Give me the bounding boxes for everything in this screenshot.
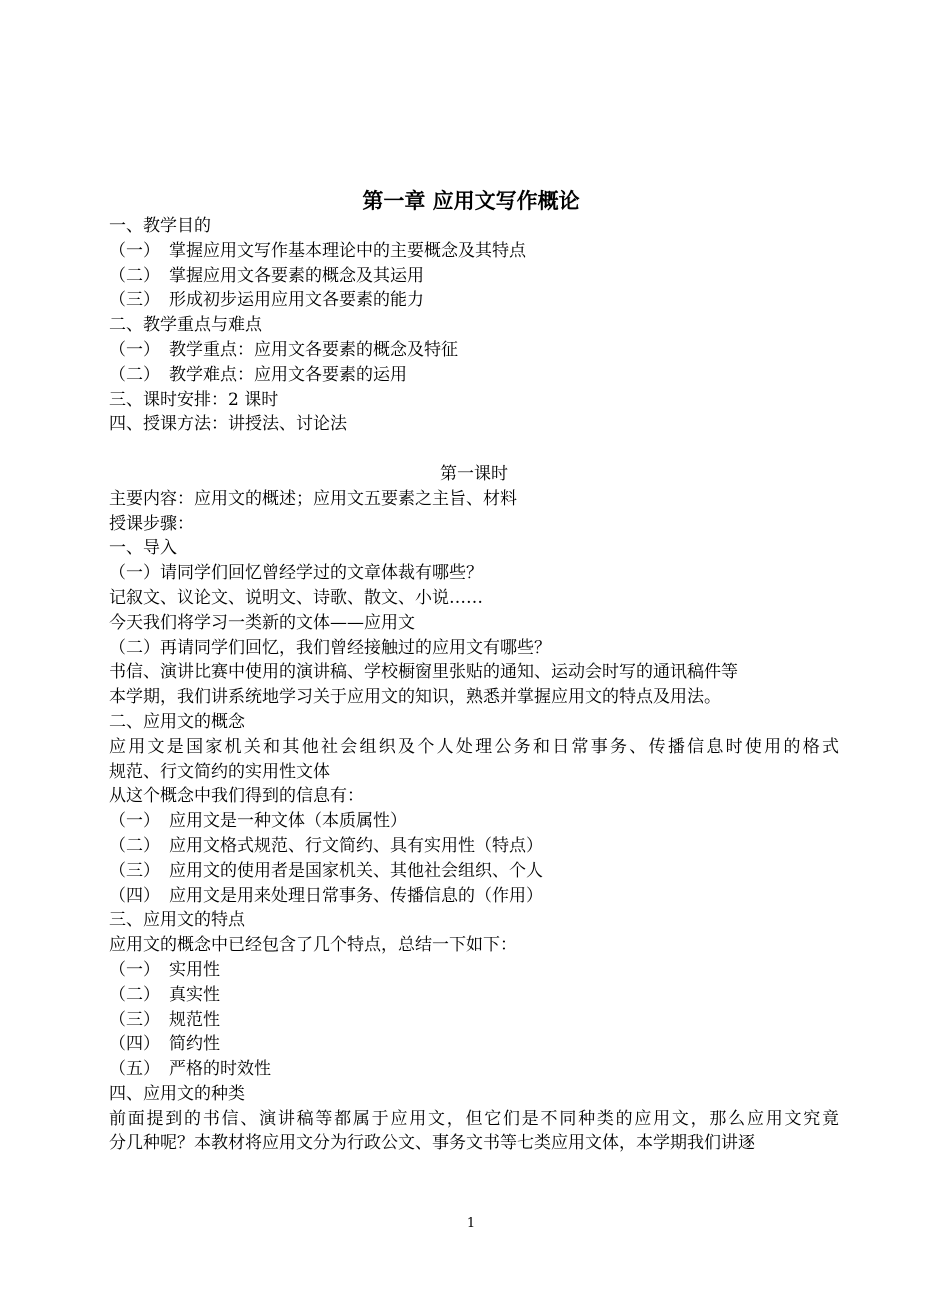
text-line [109,685,839,710]
text-line [109,710,839,735]
line-text: 形成初步运用应用文各要素的能力 [169,290,424,311]
item-number: （一） [109,811,160,832]
item-number: （一） [109,339,160,360]
line-text: 规范、行文简约的实用性文体 [109,761,330,782]
line-text: 书信、演讲比赛中使用的演讲稿、学校橱窗里张贴的通知、运动会时写的通讯稿件等 [109,662,738,683]
line-text: 授课步骤： [109,513,194,534]
text-line [109,412,839,437]
text-line [109,933,839,958]
line-text: （一）请同学们回忆曾经学过的文章体裁有哪些？ [109,563,483,584]
line-text: 本学期，我们讲系统地学习关于应用文的知识，熟悉并掌握应用文的特点及用法。 [109,687,721,708]
line-text: 二、教学重点与难点 [109,315,262,336]
text-line [109,884,839,909]
page-number: 1 [466,1216,476,1231]
line-text: 应用文是一种文体（本质属性） [169,811,407,832]
text-line [109,834,839,859]
text-line [109,611,839,636]
item-number: （二） [109,835,160,856]
line-text: 应用文的概念中已经包含了几个特点，总结一下如下： [109,935,517,956]
chapter-title: 第一章 应用文写作概论 [362,189,580,213]
text-line [109,536,839,561]
blank-line [109,437,839,462]
text-line [109,636,839,661]
text-line [109,1008,839,1033]
line-text: 应用文的使用者是国家机关、其他社会组织、个人 [169,860,543,881]
line-text: 记叙文、议论文、说明文、诗歌、散文、小说…… [109,587,483,608]
text-line [109,908,839,933]
line-text: 主要内容：应用文的概述；应用文五要素之主旨、材料 [109,488,517,509]
line-text: 四、应用文的种类 [109,1083,245,1104]
line-text: 教学重点：应用文各要素的概念及特征 [169,339,458,360]
item-number: （二） [109,984,160,1005]
text-line [109,784,839,809]
line-text: 简约性 [169,1034,220,1055]
line-text: 三、课时安排：2 课时 [109,389,279,410]
text-line [109,288,839,313]
document-body [109,214,839,1156]
line-text: 一、教学目的 [109,216,211,236]
text-line [109,338,839,363]
line-text: （二）再请同学们回忆，我们曾经接触过的应用文有哪些？ [109,637,551,658]
text-line [109,388,839,413]
text-line [109,239,839,264]
text-line [109,958,839,983]
text-line [109,1131,839,1156]
text-line [109,214,839,239]
text-line [109,859,839,884]
line-text: 教学难点：应用文各要素的运用 [169,364,407,385]
text-line [109,1082,839,1107]
text-line [109,660,839,685]
line-text: 从这个概念中我们得到的信息有： [109,786,364,807]
text-line [109,363,839,388]
line-text: 三、应用文的特点 [109,910,245,931]
line-text: 分几种呢？本教材将应用文分为行政公文、事务文书等七类应用文体，本学期我们讲逐 [109,1133,755,1154]
text-line [109,586,839,611]
line-text: 应用文是用来处理日常事务、传播信息的（作用） [169,885,543,906]
text-line [109,561,839,586]
item-number: （一） [109,959,160,980]
line-text: 真实性 [169,984,220,1005]
text-line [109,313,839,338]
item-number: （一） [109,240,160,261]
line-text: 应用文格式规范、行文简约、具有实用性（特点） [169,835,543,856]
line-text: 一、导入 [109,538,177,559]
line-text: 四、授课方法：讲授法、讨论法 [109,414,347,435]
text-line [109,809,839,834]
text-line [109,264,839,289]
line-text: 实用性 [169,959,220,980]
line-text: 二、应用文的概念 [109,711,245,732]
item-number: （三） [109,290,160,311]
text-line [109,735,839,760]
line-text: 前面提到的书信、演讲稿等都属于应用文，但它们是不同种类的应用文，那么应用文究竟 [109,1108,839,1129]
line-text: 规范性 [169,1009,220,1030]
text-line [109,487,839,512]
line-text: 严格的时效性 [169,1059,271,1080]
item-number: （五） [109,1059,160,1080]
item-number: （四） [109,1034,160,1055]
text-line [109,1032,839,1057]
item-number: （三） [109,860,160,881]
text-line [109,1057,839,1082]
item-number: （三） [109,1009,160,1030]
text-line [109,1107,839,1132]
line-text: 今天我们将学习一类新的文体——应用文 [109,612,415,633]
line-text: 掌握应用文各要素的概念及其运用 [169,265,424,286]
line-text: 应用文是国家机关和其他社会组织及个人处理公务和日常事务、传播信息时使用的格式 [109,736,839,757]
text-line [109,512,839,537]
line-text: 第一课时 [440,463,508,484]
item-number: （四） [109,885,160,906]
section-heading [109,462,839,487]
item-number: （二） [109,265,160,286]
item-number: （二） [109,364,160,385]
text-line [109,983,839,1008]
text-line [109,760,839,785]
line-text: 掌握应用文写作基本理论中的主要概念及其特点 [169,240,526,261]
